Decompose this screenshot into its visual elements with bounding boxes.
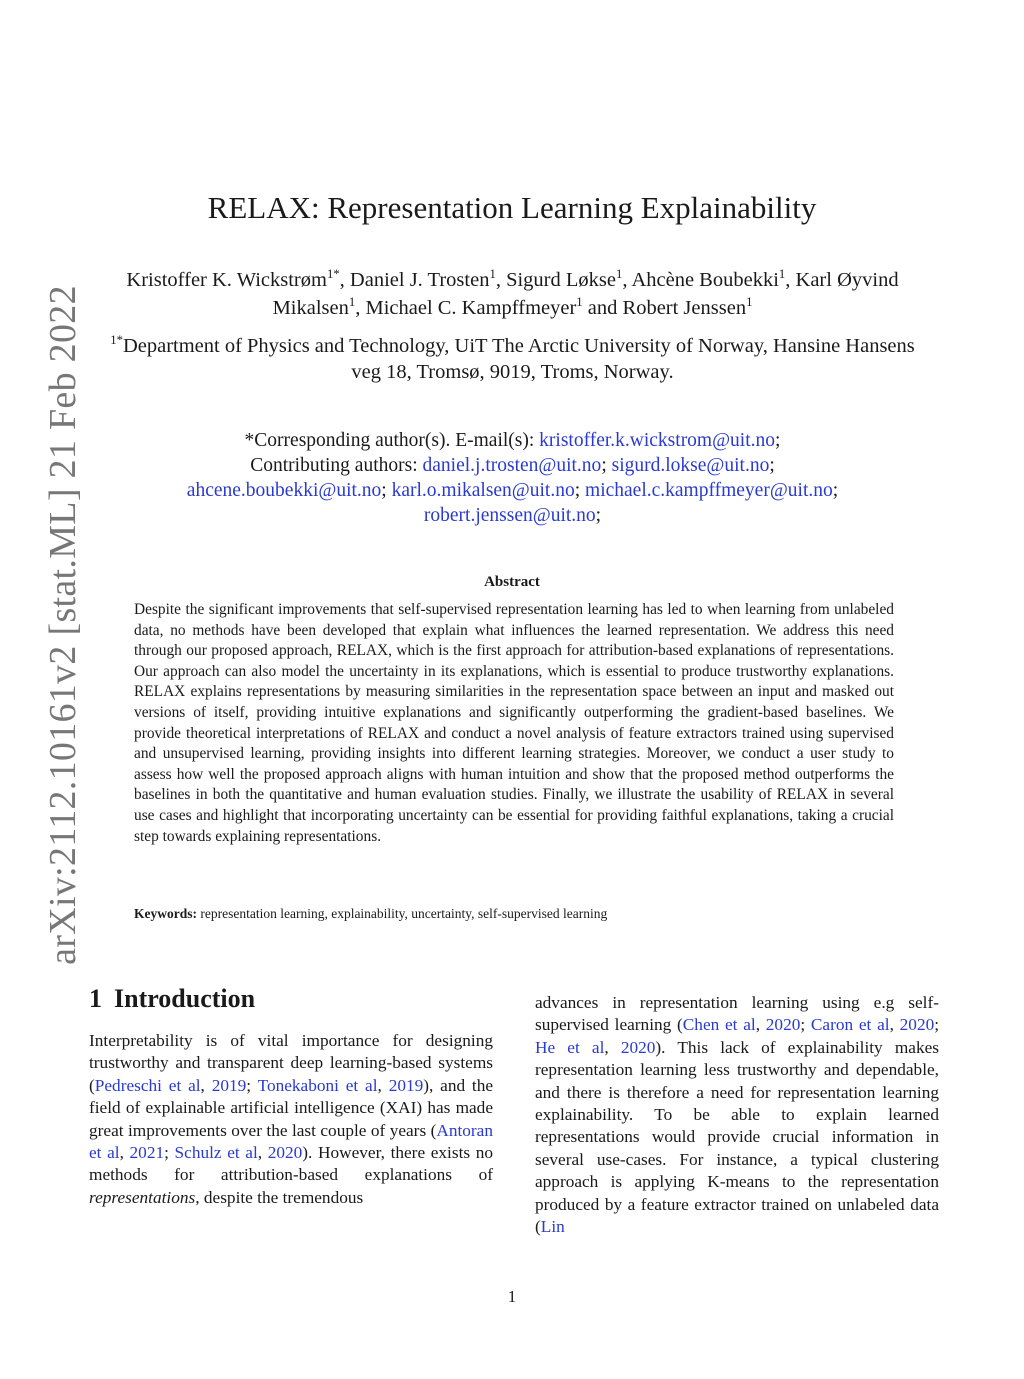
citation-link[interactable]: Caron et al — [810, 1015, 890, 1035]
page-number: 1 — [507, 1287, 517, 1306]
citation-link[interactable]: 2020 — [620, 1037, 656, 1057]
author-separator: , — [339, 269, 350, 291]
email-separator: ; — [832, 480, 839, 501]
paragraph-text: ; — [164, 1143, 175, 1163]
citation-link[interactable]: 2019 — [388, 1075, 424, 1095]
author-separator: , — [622, 269, 632, 291]
citation-link[interactable]: Schulz et al — [174, 1143, 258, 1163]
citation-link[interactable]: Tonekaboni et al — [257, 1075, 378, 1095]
section-title: Introduction — [114, 984, 256, 1013]
citation-link[interactable]: Chen et al — [682, 1015, 756, 1035]
citation-link[interactable]: 2021 — [129, 1143, 165, 1163]
author-name: Kristoffer K. Wickstrøm — [126, 269, 327, 291]
paragraph-text: , — [755, 1015, 766, 1035]
paragraph-text: ; — [246, 1075, 258, 1095]
author-separator: and — [582, 297, 623, 319]
author-name: Daniel J. Trosten — [349, 269, 490, 291]
author-separator: , — [355, 297, 366, 319]
author-name: Michael C. Kampffmeyer — [365, 297, 577, 319]
email-separator: ; — [595, 505, 602, 526]
contributing-email-link[interactable]: michael.c.kampffmeyer@uit.no — [585, 480, 833, 501]
affiliation — [105, 333, 920, 385]
citation-link[interactable]: He et al — [535, 1037, 605, 1057]
author-name: Karl Øyvind Mikalsen — [272, 269, 899, 319]
paragraph-text: Interpretability is of vital importance for designing trustworthy and transparent deep learning-based systems ( — [89, 1031, 493, 1095]
paragraph-text: ). However, there exists no methods for attribution-based explanations of — [89, 1143, 494, 1185]
paragraph-text: advances in representation learning using e.g self-supervised learning ( — [535, 993, 939, 1035]
keywords — [134, 906, 894, 922]
paragraph-text: , — [377, 1075, 389, 1095]
email-separator: ; — [775, 430, 781, 451]
emphasized-text: representations — [89, 1187, 196, 1207]
arxiv-identifier-stamp: arXiv:2112.10161v2 [stat.ML] 21 Feb 2022 — [42, 285, 84, 965]
contributing-email-link[interactable]: karl.o.mikalsen@uit.no — [391, 480, 575, 501]
contributing-email-link[interactable]: ahcene.boubekki@uit.no — [186, 480, 382, 501]
author-list — [105, 266, 920, 322]
section-heading — [89, 984, 255, 1014]
citation-link[interactable]: 2020 — [267, 1143, 303, 1163]
author-separator: , — [785, 269, 796, 291]
citation-link[interactable]: 2020 — [765, 1015, 801, 1035]
author-affiliation-marker: 1 — [615, 267, 623, 282]
author-affiliation-marker: 1* — [326, 267, 340, 282]
intro-paragraph-left — [89, 1030, 493, 1209]
author-separator: , — [495, 269, 507, 291]
affiliation-marker: 1* — [110, 333, 123, 348]
paragraph-text: ; — [934, 1015, 940, 1035]
corresponding-label: *Corresponding author(s). E-mail(s): — [244, 430, 535, 451]
email-separator: ; — [574, 480, 581, 501]
paper-title: RELAX: Representation Learning Explainability — [207, 190, 817, 225]
author-affiliation-marker: 1 — [576, 295, 583, 310]
contributing-email-link[interactable]: daniel.j.trosten@uit.no — [422, 455, 602, 476]
author-affiliation-marker: 1 — [348, 295, 356, 310]
author-affiliation-marker: 1 — [778, 267, 786, 282]
affiliation-text: Department of Physics and Technology, UiT The Arctic University of Norway, Hansine Hansens veg 18, Tromsø, 9019, Troms, Norway. — [122, 335, 915, 383]
citation-link[interactable]: Antoran et al — [89, 1120, 493, 1163]
citation-link[interactable]: 2020 — [899, 1015, 935, 1035]
email-separator: ; — [769, 455, 775, 476]
citation-link[interactable]: Pedreschi et al — [94, 1075, 201, 1095]
author-name: Ahcène Boubekki — [631, 269, 779, 291]
paragraph-text: ), and the field of explainable artificial intelligence (XAI) has made great improvements over the last couple of years ( — [89, 1075, 494, 1140]
author-affiliation-marker: 1 — [489, 267, 496, 282]
keywords-label: Keywords: — [134, 906, 197, 921]
paragraph-text: , — [889, 1015, 900, 1035]
intro-paragraph-right — [535, 992, 939, 1238]
email-separator: ; — [601, 455, 607, 476]
section-number: 1 — [89, 984, 102, 1013]
email-separator: ; — [381, 480, 387, 501]
paragraph-text: , — [119, 1143, 130, 1163]
author-name: Sigurd Løkse — [506, 269, 616, 291]
paragraph-text: ; — [800, 1015, 811, 1035]
contributing-label: Contributing authors: — [250, 455, 418, 476]
contributing-email-link[interactable]: robert.jenssen@uit.no — [423, 505, 596, 526]
paragraph-text: ). This lack of explainability makes representation learning less trustworthy and dependable, and there is therefore a need for representation learning explainability. To be able to explain learned representations would provide crucial information in several use-cases. For instance, a typical clustering approach is applying K-means to the representation produced by a feature extractor trained on unlabeled data ( — [535, 1037, 939, 1237]
abstract-heading: Abstract — [484, 574, 540, 590]
contributing-email-link[interactable]: sigurd.lokse@uit.no — [611, 455, 770, 476]
contact-emails — [105, 428, 920, 528]
citation-link[interactable]: Lin — [540, 1217, 565, 1237]
author-affiliation-marker: 1 — [746, 295, 753, 310]
keywords-text: representation learning, explainability, uncertainty, self-supervised learning — [200, 906, 608, 921]
citation-link[interactable]: 2019 — [211, 1075, 247, 1095]
author-name: Robert Jenssen — [622, 297, 747, 319]
paragraph-text: , — [604, 1037, 621, 1057]
paragraph-text: , despite the tremendous — [195, 1187, 364, 1207]
abstract-text: Despite the significant improvements that self-supervised representation learning has led to when learning from unlabeled data, no methods have been developed that explain what influences the learned representation. We address this need through our proposed approach, RELAX, which is the first approach for attribution-based explanations of representations. Our approach can also model the uncertainty in its explanations, which is essential to produce trustworthy explanations. RELAX explains representations by measuring similarities in the representation space between an input and masked out versions of itself, providing intuitive explanations and significantly outperforming the gradient-based baselines. We provide theoretical interpretations of RELAX and conduct a novel analysis of feature extractors trained using supervised and unsupervised learning, providing insights into different learning strategies. Moreover, we conduct a user study to assess how well the proposed approach aligns with human intuition and show that the proposed method outperforms the baselines in both the quantitative and human evaluation studies. Finally, we illustrate the usability of RELAX in several use cases and highlight that incorporating uncertainty can be essential for providing faithful explanations, taking a crucial step towards explaining representations. — [134, 601, 894, 845]
paragraph-text: , — [257, 1143, 268, 1163]
paragraph-text: , — [200, 1075, 212, 1095]
corresponding-email-link[interactable]: kristoffer.k.wickstrom@uit.no — [539, 430, 776, 451]
